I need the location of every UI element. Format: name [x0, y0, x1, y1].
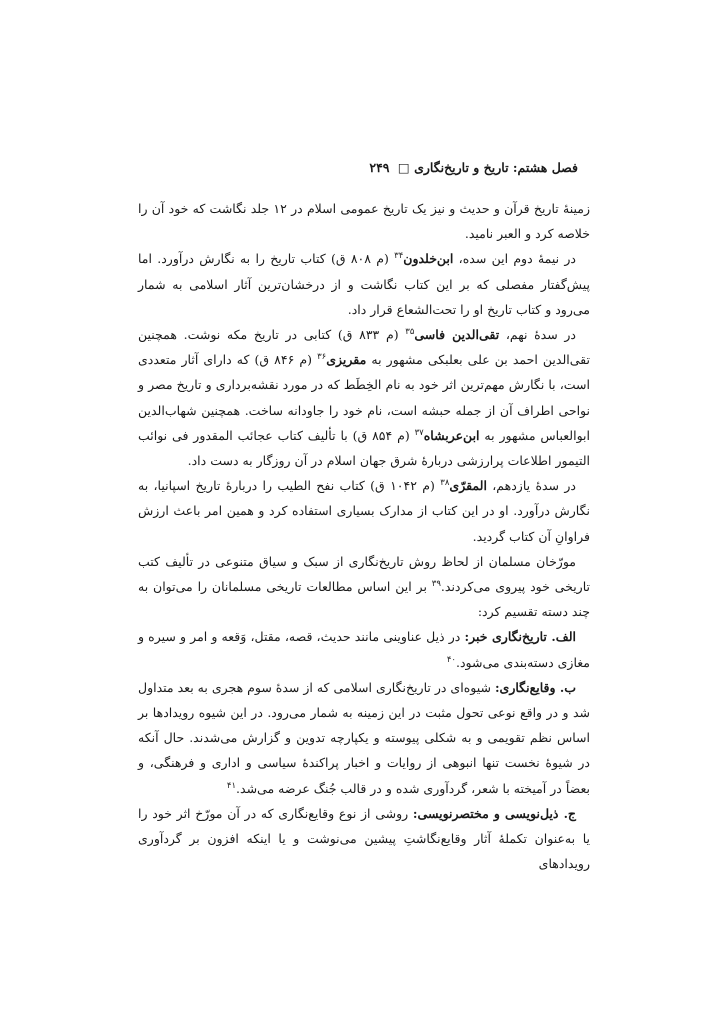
text-run: در سدهٔ یازدهم،	[486, 478, 576, 494]
text-run: شیوه‌ای در تاریخ‌نگاری اسلامی که از سدهٔ سوم هجری به بعد متداول شد و در واقع نوعی تحول مثبت در این زمینه به شمار می‌رود. در این شیوه رویدادها بر اساس نظم تقویمی و به شکلی پیوسته و یکپارچه تدوین و گزارش می‌شدند. حال آنکه در شیوهٔ نخست تنها انبوهی از روایات و اخبار پراکندهٔ سیاسی و اداری و فرهنگی، و بعضاً در آمیخته با شعر، گردآوری شده و در قالب جُنگ عرضه می‌شد.	[138, 679, 590, 796]
footnote-ref: ۳۶	[317, 352, 327, 363]
bold-term: ابن‌خلدون	[403, 251, 454, 267]
footnote-ref: ۴۱	[226, 780, 237, 791]
header-separator: □	[397, 160, 410, 175]
text-run: مورّخان مسلمان از لحاظ روش تاریخ‌نگاری از سبک و سیاق متنوعی در تألیف کتب تاریخی خود پیروی می‌کردند.	[138, 553, 590, 595]
text-run: (م ۱۰۴۲ ق) کتاب نفح الطیب را دربارهٔ تاریخ اسپانیا، به نگارش درآورد. او در این کتاب از مدارک بسیاری استفاده کرد و همین امر باعث ارزش فراوانِ آن کتاب گردید.	[138, 478, 590, 544]
paragraph-p8	[138, 801, 590, 877]
paragraph-p7	[138, 675, 590, 801]
text-run: (م ۸۵۴ ق) با تألیف کتاب عجائب المقدور فی نوائب التیمور اطلاعات پرارزشی دربارهٔ شرق جهان اسلام در آن روزگار به دست داد.	[138, 427, 590, 469]
text-run: (م ۸۴۶ ق) که دارای آثار متعددی است، با نگارش مهم‌ترین اثر خود به نام الخِطَط که در مورد نقشه‌برداری و تاریخ مصر و نواحی اطراف آن از جمله حبشه است، نام خود را جاودانه ساخت. همچنین شهاب‌الدین ابوالعباس مشهور به	[138, 352, 590, 443]
text-run: در نیمهٔ دوم این سده،	[453, 251, 576, 267]
running-header	[369, 160, 578, 175]
footnote-ref: ۳۴	[394, 251, 404, 262]
paragraph-p2	[138, 246, 590, 322]
bold-term: المقرّی	[449, 478, 487, 494]
footnote-ref: ۳۷	[414, 427, 424, 438]
bold-term: ج. ذیل‌نویسی و مختصرنویسی:	[412, 805, 576, 821]
paragraph-p4	[138, 473, 590, 549]
text-run: (م ۸۰۸ ق) کتاب تاریخ را به نگارش درآورد. اما پیش‌گفتار مفصلی که بر این کتاب نگاشت و از درخشان‌ترین آثار اسلامی به شمار می‌رود و کتاب تاریخ او را تحت‌الشعاع قرار داد.	[138, 251, 590, 317]
text-run: زمینهٔ تاریخ قرآن و حدیث و نیز یک تاریخ عمومی اسلام در ۱۲ جلد نگاشت که خود آن را خلاصه کرد و العبر نامید.	[138, 201, 590, 242]
footnote-ref: ۴۰	[446, 654, 456, 665]
footnote-ref: ۳۹	[431, 578, 441, 589]
text-run: در سدهٔ نهم،	[499, 327, 576, 343]
footnote-ref: ۳۸	[440, 478, 450, 489]
text-run: در ذیل عناوینی مانند حدیث، قصه، مقتل، وَقعه و امر و سیره و مغازی دسته‌بندی می‌شود.	[138, 629, 590, 670]
page-number: ۲۴۹	[369, 160, 390, 175]
bold-term: ابن‌عربشاه	[423, 427, 480, 443]
bold-term: مقریزی	[326, 352, 367, 368]
paragraph-p3	[138, 322, 590, 473]
body-text	[138, 196, 590, 876]
text-run: روشی از نوع وقایع‌نگاری که در آن مورّخ اثر خود را یا به‌عنوان تکملهٔ آثار وقایع‌نگاشتِ پیشین می‌نوشت و یا اینکه افزون بر گردآوری رویدادهای	[138, 805, 590, 872]
paragraph-p5	[138, 549, 590, 625]
text-run: (م ۸۳۳ ق) کتابی در تاریخ مکه نوشت. همچنین تقی‌الدین احمد بن علی بعلبکی مشهور به	[138, 327, 590, 368]
paragraph-p1	[138, 196, 590, 246]
chapter-title: فصل هشتم: تاریخ و تاریخ‌نگاری	[414, 160, 578, 175]
bold-term: تقی‌الدین فاسی	[414, 327, 500, 343]
footnote-ref: ۳۵	[405, 326, 415, 337]
bold-term: ب. وقایع‌نگاری:	[494, 679, 576, 695]
paragraph-p6	[138, 624, 590, 674]
text-run: بر این اساس مطالعات تاریخی مسلمانان را می‌توان به چند دسته تقسیم کرد:	[138, 579, 590, 620]
bold-term: الف. تاریخ‌نگاری خبر:	[464, 629, 576, 645]
